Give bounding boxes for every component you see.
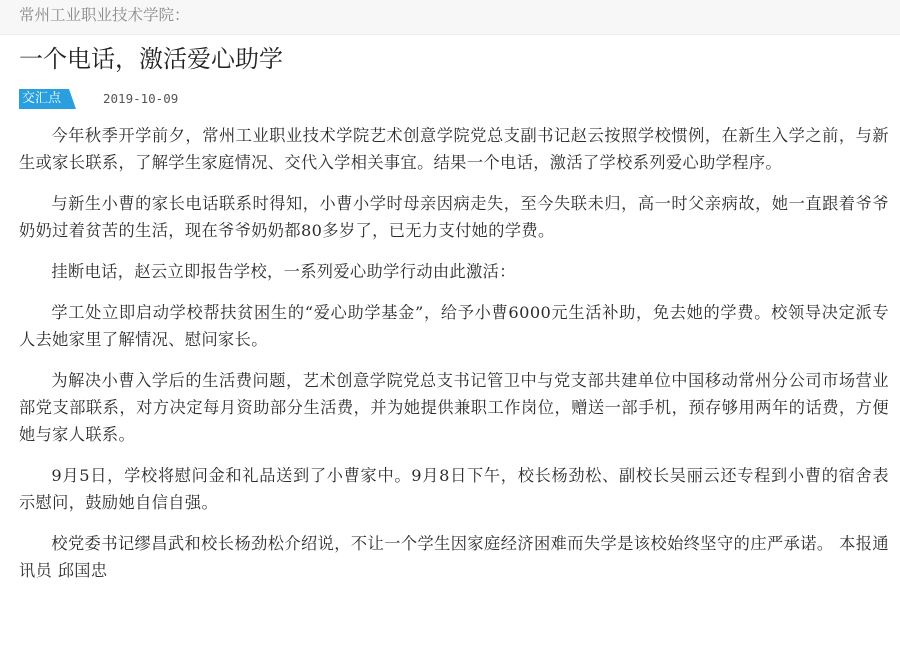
paragraph: 与新生小曹的家长电话联系时得知，小曹小学时母亲因病走失，至今失联未归，高一时父亲病故，她一直跟着爷爷奶奶过着贫苦的生活，现在爷爷奶奶都80多岁了，已无力支付她的学费。 bbox=[19, 194, 889, 240]
source-badge[interactable] bbox=[19, 89, 79, 109]
paragraph: 为解决小曹入学后的生活费问题，艺术创意学院党总支书记管卫中与党支部共建单位中国移动常州分公司市场营业部党支部联系，对方决定每月资助部分生活费，并为她提供兼职工作岗位，赠送一部手机，预存够用两年的话费，方便她与家人联系。 bbox=[19, 371, 889, 444]
article-title: 一个电话，激活爱心助学 bbox=[19, 45, 283, 73]
publish-date: 2019-10-09 bbox=[103, 91, 179, 106]
source-label[interactable]: 交汇点 bbox=[22, 91, 62, 106]
header-bar bbox=[0, 0, 900, 35]
paragraph: 校党委书记缪昌武和校长杨劲松介绍说，不让一个学生因家庭经济困难而失学是该校始终坚守的庄严承诺。 本报通讯员 邱国忠 bbox=[19, 534, 889, 580]
paragraph: 挂断电话，赵云立即报告学校，一系列爱心助学行动由此激活： bbox=[51, 262, 516, 281]
paragraph: 学工处立即启动学校帮扶贫困生的“爱心助学基金”，给予小曹6000元生活补助，免去她的学费。校领导决定派专人去她家里了解情况、慰问家长。 bbox=[19, 303, 889, 349]
article-body bbox=[19, 122, 889, 598]
paragraph: 今年秋季开学前夕，常州工业职业技术学院艺术创意学院党总支副书记赵云按照学校惯例，在新生入学之前，与新生或家长联系，了解学生家庭情况、交代入学相关事宜。结果一个电话，激活了学校系列爱心助学程序。 bbox=[19, 126, 889, 172]
paragraph: 9月5日，学校将慰问金和礼品送到了小曹家中。9月8日下午，校长杨劲松、副校长吴丽云还专程到小曹的宿舍表示慰问，鼓励她自信自强。 bbox=[19, 466, 889, 512]
site-name: 常州工业职业技术学院： bbox=[19, 6, 190, 24]
